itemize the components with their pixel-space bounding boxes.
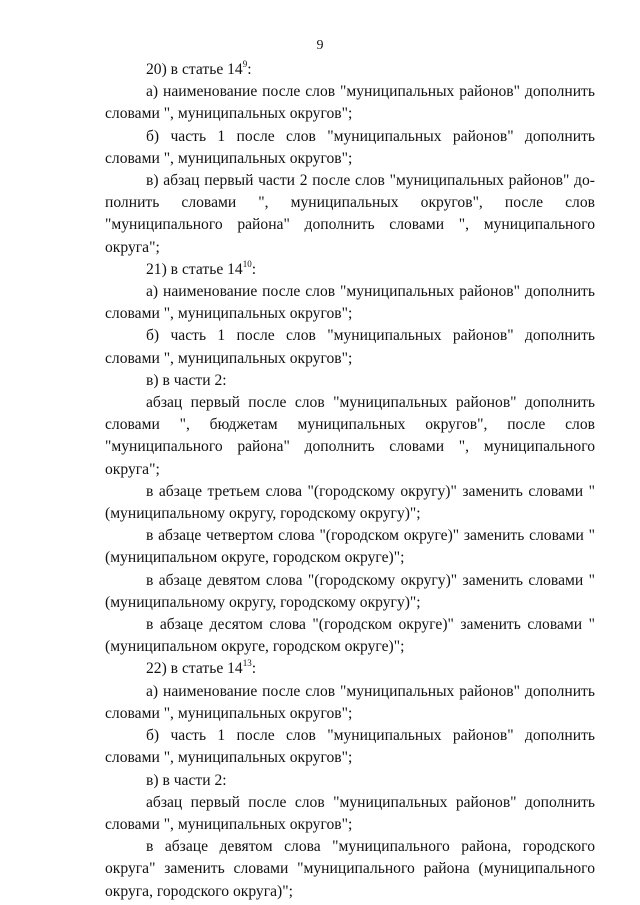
page-number: 9 [316, 38, 324, 53]
paragraph-text: 21) в статье 14 [146, 260, 243, 278]
superscript: 9 [242, 59, 248, 69]
paragraph: в абзаце девятом слова "муниципального района, городского округа" заменить словами "муниципального района (муниципального округа, городского округа)"; [105, 838, 595, 900]
paragraph: в абзаце третьем слова "(городскому округу)" заменить словами "(муниципальному округу, городскому округу)"; [105, 482, 595, 523]
paragraph: б) часть 1 после слов "муниципальных районов" дополнить словами ", муниципальных округов"; [105, 727, 595, 767]
paragraph-tail: : [251, 660, 257, 678]
paragraph-text: 22) в статье 14 [146, 660, 243, 678]
paragraph: в абзаце четвертом слова "(городском округе)" заменить словами "(муниципальном округе, городском округе)"; [105, 527, 595, 567]
paragraph: а) наименование после слов "муниципальных районов" дополнить словами ", муниципальных округов"; [105, 83, 595, 123]
paragraph: а) наименование после слов "муниципальных районов" дополнить словами ", муниципальных округов"; [105, 283, 595, 323]
paragraph: в) в части 2: [146, 771, 227, 789]
paragraph: в абзаце девятом слова "(городскому округу)" заменить словами "(муниципальному округу, городскому округу)"; [105, 571, 595, 611]
paragraph: в) в части 2: [146, 371, 227, 389]
paragraph-article-14-9 [105, 59, 595, 81]
paragraph-article-14-13 [105, 658, 595, 680]
paragraph-tail: : [247, 61, 252, 78]
document-body [105, 59, 595, 903]
paragraph: абзац первый после слов "муниципальных районов" дополнить словами ", муниципальных округов"; [105, 793, 595, 833]
paragraph: абзац первый после слов "муниципальных районов" дополнить словами ", бюджетам муниципальных округов", после слов "муниципального района" дополнить словами ", муниципального округа"; [105, 394, 595, 478]
paragraph: б) часть 1 после слов "муниципальных районов" дополнить словами ", муниципальных округов"; [105, 127, 595, 167]
paragraph: в абзаце десятом слова "(городском округе)" заменить словами "(муниципальном округе, городском округе)"; [105, 616, 595, 656]
paragraph-tail: : [251, 260, 257, 278]
paragraph: б) часть 1 после слов "муниципальных районов" дополнить словами ", муниципальных округов"; [105, 327, 595, 367]
paragraph: в) абзац первый части 2 после слов "муниципальных районов" дополнить словами ", муниципальных округов", после слов "муниципального района" дополнить словами ", муниципального округа"; [105, 172, 595, 256]
superscript: 10 [242, 258, 252, 269]
superscript: 13 [242, 658, 252, 669]
paragraph-article-14-10 [105, 259, 595, 281]
paragraph: а) наименование после слов "муниципальных районов" дополнить словами ", муниципальных округов"; [105, 682, 595, 722]
paragraph-text: 20) в статье 14 [146, 61, 243, 78]
